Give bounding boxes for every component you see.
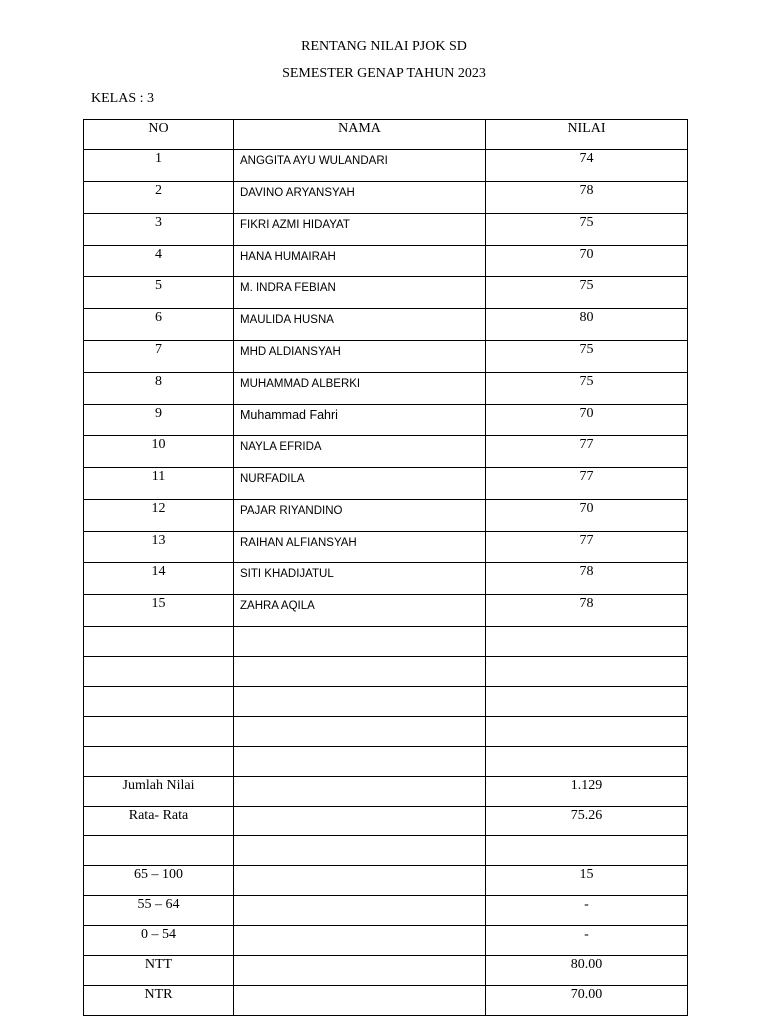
row-nama: NAYLA EFRIDA <box>234 435 486 467</box>
table-row <box>84 405 688 436</box>
column-header-nama: NAMA <box>234 120 486 150</box>
row-no: 2 <box>84 181 234 213</box>
table-row <box>84 245 688 277</box>
table-row <box>84 213 688 245</box>
row-nama: FIKRI AZMI HIDAYAT <box>234 213 486 245</box>
row-nama: MAULIDA HUSNA <box>234 309 486 341</box>
table-row <box>84 595 688 627</box>
jumlah-row <box>84 776 688 806</box>
grades-table <box>83 119 688 1016</box>
table-row <box>84 531 688 563</box>
row-no: 12 <box>84 499 234 531</box>
range-value: - <box>486 926 688 956</box>
row-no: 15 <box>84 595 234 627</box>
row-no: 14 <box>84 563 234 595</box>
empty-row <box>84 627 688 657</box>
row-nama: M. INDRA FEBIAN <box>234 277 486 309</box>
row-nilai: 78 <box>486 595 688 627</box>
row-no: 1 <box>84 149 234 181</box>
table-row <box>84 435 688 467</box>
table-row <box>84 341 688 373</box>
range-value: - <box>486 896 688 926</box>
table-row <box>84 277 688 309</box>
ntt-label: NTT <box>84 956 234 986</box>
row-nilai: 80 <box>486 309 688 341</box>
row-no: 4 <box>84 245 234 277</box>
rata-row <box>84 806 688 836</box>
row-nama: RAIHAN ALFIANSYAH <box>234 531 486 563</box>
range-value: 15 <box>486 866 688 896</box>
row-nilai: 74 <box>486 149 688 181</box>
rata-value: 75.26 <box>486 806 688 836</box>
row-nama: DAVINO ARYANSYAH <box>234 181 486 213</box>
empty-row <box>84 657 688 687</box>
empty-row <box>84 687 688 717</box>
row-nilai: 70 <box>486 499 688 531</box>
empty-row <box>84 716 688 746</box>
table-row <box>84 373 688 405</box>
document-subtitle: SEMESTER GENAP TAHUN 2023 <box>282 66 486 81</box>
column-header-nilai: NILAI <box>486 120 688 150</box>
table-row <box>84 149 688 181</box>
table-row <box>84 499 688 531</box>
row-nama: MHD ALDIANSYAH <box>234 341 486 373</box>
empty-row <box>84 746 688 776</box>
row-no: 13 <box>84 531 234 563</box>
row-no: 6 <box>84 309 234 341</box>
rata-label: Rata- Rata <box>84 806 234 836</box>
range-label: 55 – 64 <box>84 896 234 926</box>
ntt-value: 80.00 <box>486 956 688 986</box>
row-nama: Muhammad Fahri <box>234 405 486 436</box>
row-nama: PAJAR RIYANDINO <box>234 499 486 531</box>
ntr-label: NTR <box>84 985 234 1015</box>
range-label: 0 – 54 <box>84 926 234 956</box>
range-row <box>84 866 688 896</box>
column-header-no: NO <box>84 120 234 150</box>
empty-row <box>84 836 688 866</box>
row-no: 5 <box>84 277 234 309</box>
row-nilai: 78 <box>486 563 688 595</box>
row-nama: ANGGITA AYU WULANDARI <box>234 149 486 181</box>
row-no: 7 <box>84 341 234 373</box>
document-title: RENTANG NILAI PJOK SD <box>301 39 467 54</box>
row-no: 9 <box>84 405 234 436</box>
row-nilai: 70 <box>486 245 688 277</box>
row-nilai: 75 <box>486 373 688 405</box>
row-nilai: 75 <box>486 213 688 245</box>
ntr-value: 70.00 <box>486 985 688 1015</box>
row-nama: MUHAMMAD ALBERKI <box>234 373 486 405</box>
kelas-label: KELAS : 3 <box>91 91 154 106</box>
table-header-row <box>84 120 688 150</box>
row-nama: NURFADILA <box>234 467 486 499</box>
table-row <box>84 309 688 341</box>
row-no: 3 <box>84 213 234 245</box>
row-nilai: 75 <box>486 277 688 309</box>
row-nilai: 78 <box>486 181 688 213</box>
row-nilai: 77 <box>486 531 688 563</box>
range-label: 65 – 100 <box>84 866 234 896</box>
row-nilai: 70 <box>486 405 688 436</box>
table-row <box>84 467 688 499</box>
row-nama: SITI KHADIJATUL <box>234 563 486 595</box>
row-nilai: 77 <box>486 467 688 499</box>
range-row <box>84 896 688 926</box>
row-no: 10 <box>84 435 234 467</box>
row-nilai: 77 <box>486 435 688 467</box>
jumlah-value: 1.129 <box>486 776 688 806</box>
row-nama: ZAHRA AQILA <box>234 595 486 627</box>
row-nilai: 75 <box>486 341 688 373</box>
jumlah-label: Jumlah Nilai <box>84 776 234 806</box>
table-row <box>84 181 688 213</box>
table-row <box>84 563 688 595</box>
ntt-row <box>84 956 688 986</box>
row-no: 11 <box>84 467 234 499</box>
range-row <box>84 926 688 956</box>
row-nama: HANA HUMAIRAH <box>234 245 486 277</box>
ntr-row <box>84 985 688 1015</box>
row-no: 8 <box>84 373 234 405</box>
